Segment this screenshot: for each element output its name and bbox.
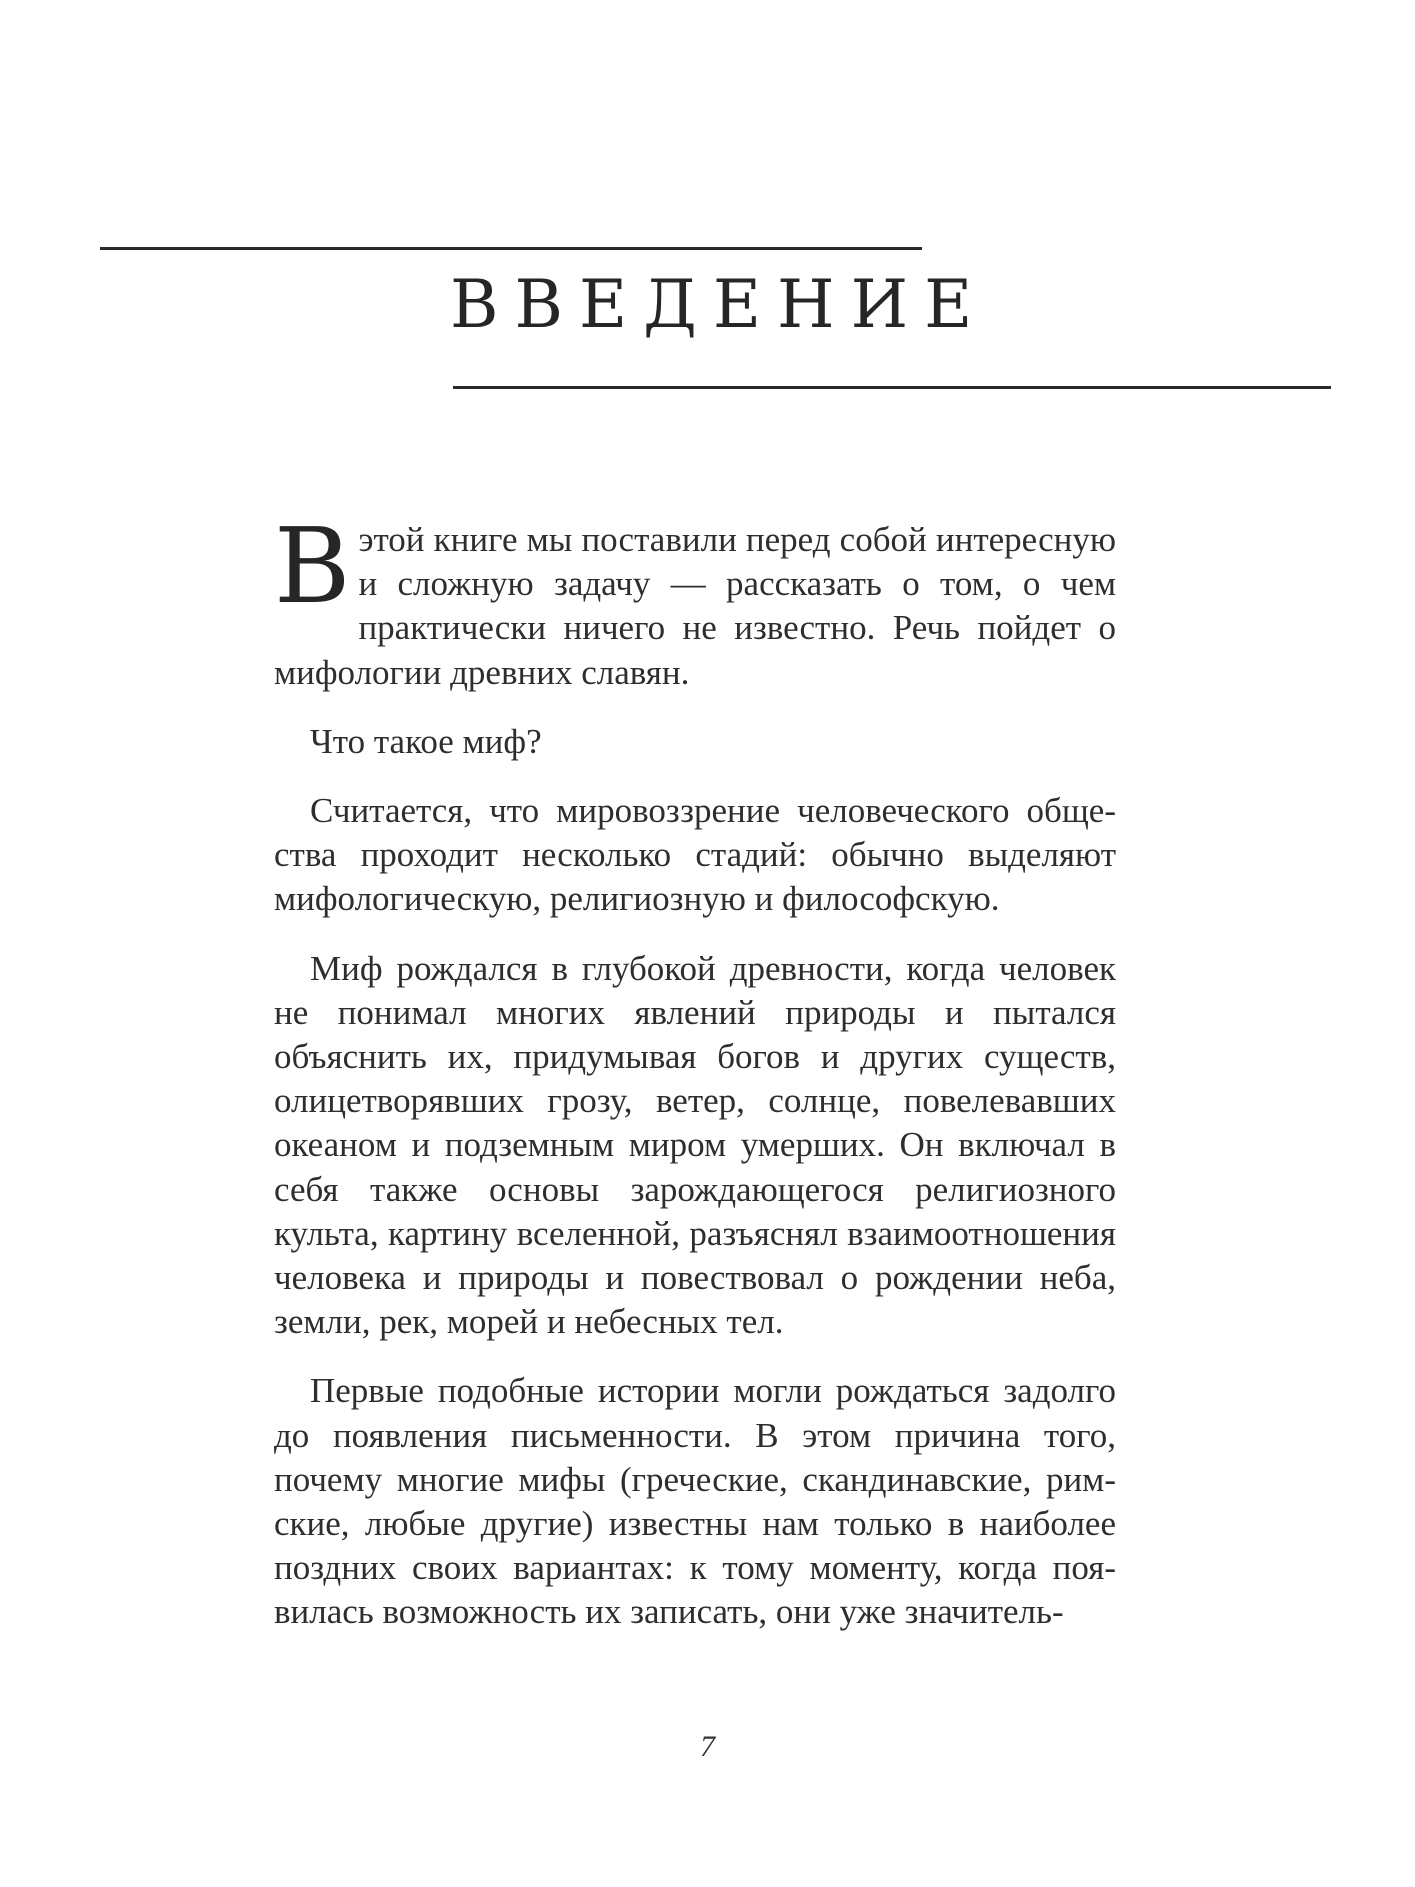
paragraph-4: Миф рождался в глубокой древности, когда человек не понимал многих явлений природы и пытался объяснить их, придумывая богов и других существ, олицетворявших грозу, ветер, солнце, повелевавших океаном и подземным миром умерших. Он включал в себя также основы зарождающегося религиозного культа, картину вселенной, разъяснял взаимоотношения человека и природы и повествовал о рождении неба, земли, рек, морей и небесных тел. (274, 948, 1116, 1342)
paragraph-1-text: этой книге мы поставили перед собой интересную и сложную задачу — рассказать о том, о чем практически ничего не известно. Речь пойдет о мифологии древних славян. (274, 520, 1116, 692)
bottom-decorative-rule (453, 386, 1331, 389)
paragraph-3: Считается, что мировоззрение человеческого общества проходит несколько стадий: обычно выделяют мифологическую, религиозную и философскую. (274, 791, 1116, 919)
drop-cap: В (274, 505, 351, 627)
paragraph-1 (274, 505, 1116, 695)
body-text (274, 505, 1116, 1660)
top-decorative-rule (100, 247, 922, 250)
chapter-title: ВВЕДЕНИЕ (450, 266, 989, 343)
paragraph-5: Первые подобные истории могли рождаться задолго до появления письменности. В этом причина того, почему многие мифы (греческие, скандинавские, римские, любые другие) известны нам только в наиболее поздних своих вариантах: к тому моменту, когда появилась возможность их записать, они уже значитель- (274, 1371, 1116, 1632)
paragraph-2: Что такое миф? (310, 721, 542, 761)
page-number: 7 (700, 1730, 715, 1763)
